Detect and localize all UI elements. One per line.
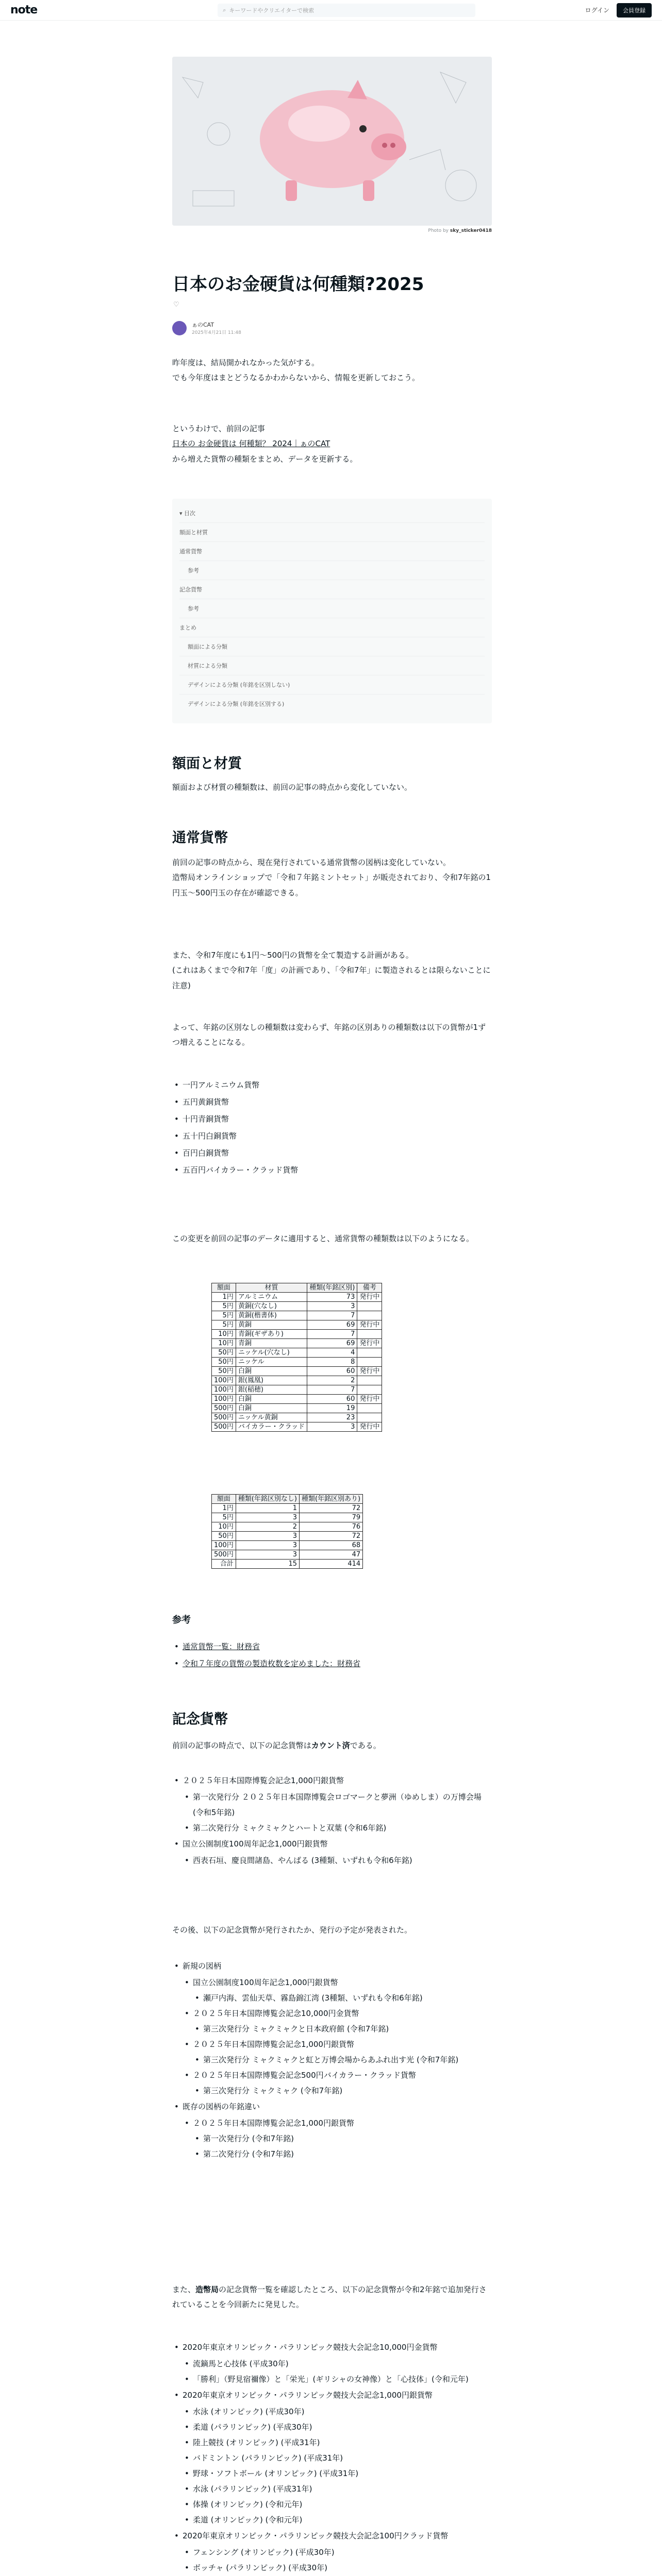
table-cell: 500円: [212, 1550, 236, 1560]
table-cell: 50円: [212, 1367, 236, 1376]
post-date: 2025年4月21日 11:48: [192, 330, 241, 335]
table-header: 種類(年銘区別なし): [236, 1495, 299, 1504]
section-text: 前回の記事の時点で、以下の記念貨幣はカウント済である。: [172, 1741, 381, 1750]
list-item: • 第一次発行分 ２０２５年日本国際博覧会ロゴマークと夢洲（ゆめしま）の万博会場 (令和5年銘): [183, 1789, 492, 1820]
table-cell: 68: [299, 1541, 362, 1550]
table-cell: [357, 1348, 382, 1358]
piggy-bank-illustration: [172, 57, 492, 226]
list-item: • 2020年東京オリンピック・パラリンピック競技大会記念1,000円銀貨幣 • 水泳 (オリンピック) (平成30年) • 柔道 (パラリンピック) (平成30年) • 陸上競技 (オリンピック) (平成31年) • バドミントン (パラリンピック) (平成31年) • 野球・ソフトボール (オリンピック) (平成31年) • 水泳 (パラリンピック) (平成31年) • 体操 (オリンピック) (令和元年) • 柔道 (オリンピック) (令和元年): [172, 2387, 492, 2528]
table-cell: 発行中: [357, 1367, 382, 1376]
table-cell: 黄銅(穴なし): [236, 1302, 307, 1311]
toc-item[interactable]: 材質による分類: [179, 656, 485, 675]
list-item: • 「勝利」（野見宿禰像）と「栄光」(ギリシャの女神像）と「心技体」(令和元年): [183, 2371, 492, 2387]
table-cell: 発行中: [357, 1320, 382, 1330]
table-row: [212, 1348, 382, 1358]
list-item: • 国立公園制度100周年記念1,000円銀貨幣 • 瀬戸内海、雲仙天草、霧島錦江湾 (3種類、いずれも令和6年銘): [183, 1975, 492, 2006]
new-commemorative-list: [172, 1958, 492, 2162]
table-cell: [357, 1385, 382, 1395]
table-cell: 500円: [212, 1413, 236, 1422]
table-cell: 3: [236, 1513, 299, 1522]
coin-list: [172, 1077, 492, 1179]
table-cell: 60: [307, 1395, 357, 1404]
list-item: • 2020年東京オリンピック・パラリンピック競技大会記念10,000円金貨幣 • 流鏑馬と心技体 (平成30年) • 「勝利」（野見宿禰像）と「栄光」(ギリシャの女神像）と「心技体」(令和元年): [172, 2339, 492, 2387]
list-item: • 五十円白銅貨幣: [172, 1128, 492, 1145]
table-cell: 白銅: [236, 1367, 307, 1376]
table-cell: 50円: [212, 1532, 236, 1541]
table-cell: 100円: [212, 1385, 236, 1395]
author-name[interactable]: ぁのCAT: [192, 321, 214, 328]
table-row: [212, 1395, 382, 1404]
reference-link[interactable]: 通常貨幣一覧：財務省: [183, 1642, 260, 1651]
table-cell: 100円: [212, 1395, 236, 1404]
table-header: 種類(年銘区別あり): [299, 1495, 362, 1504]
list-item: • 新規の図柄 • 国立公園制度100周年記念1,000円銀貨幣 • 瀬戸内海、雲仙天草、霧島錦江湾 (3種類、いずれも令和6年銘) • ２０２５年日本国際博覧会記念10,000円金貨幣 • 第三次発行分 ミャクミャクと日本政府館 (令和7年銘) • ２０２５年日本国際博覧会記念1,000円銀貨幣 • 第三次発行分 ミャクミャクと虹と万博会場からあふれ出す光 (令和7年銘) • ２０２５年日本国際博覧会記念500円バイカラー・クラッド貨幣 • 第三次発行分 ミャクミャク (令和7年銘): [172, 1958, 492, 2098]
table-cell: 69: [307, 1339, 357, 1348]
reference-links: [172, 1638, 492, 1672]
table-cell: 5円: [212, 1320, 236, 1330]
list-item: • 第二次発行分 (令和7年銘): [193, 2146, 492, 2162]
table-row: [212, 1330, 382, 1339]
article-title: 日本のお金硬貨は何種類?2025: [172, 274, 424, 295]
table-of-contents: [172, 499, 492, 723]
toc-heading[interactable]: ▾ 目次: [179, 504, 485, 523]
table-row: [212, 1385, 382, 1395]
table-cell: 3: [236, 1550, 299, 1560]
section-text: 額面および材質の種類数は、前回の記事の時点から変化していない。: [172, 783, 412, 792]
list-item: • ボッチャ (パラリンピック) (平成30年): [183, 2560, 492, 2575]
photo-credit-name[interactable]: sky_sticker0418: [450, 228, 492, 233]
table-cell: 50円: [212, 1358, 236, 1367]
table-cell: 50円: [212, 1348, 236, 1358]
table-cell: 7: [307, 1311, 357, 1320]
list-item: • フェンシング (オリンピック) (平成30年): [183, 2545, 492, 2560]
table-cell: 10円: [212, 1330, 236, 1339]
table-cell: 47: [299, 1550, 362, 1560]
section-text: また、造幣局の記念貨幣一覧を確認したところ、以下の記念貨幣が令和2年銘で追加発行されていることを今回新たに発見した。: [172, 2285, 487, 2310]
list-item: • 既存の図柄の年銘違い • ２０２５年日本国際博覧会記念1,000円銀貨幣 • 第一次発行分 (令和7年銘) • 第二次発行分 (令和7年銘): [172, 2098, 492, 2162]
list-item: • 水泳 (オリンピック) (平成30年): [183, 2404, 492, 2419]
list-item: • 五円黄銅貨幣: [172, 1094, 492, 1111]
table-cell: 銀(稲穂): [236, 1385, 307, 1395]
table-cell: 4: [307, 1348, 357, 1358]
table-cell: [357, 1358, 382, 1367]
table-cell: バイカラー・クラッド: [236, 1422, 307, 1432]
toc-item[interactable]: 額面による分類: [179, 637, 485, 656]
table-header: 種類(年銘区別): [307, 1283, 357, 1293]
table-cell: 2: [236, 1522, 299, 1532]
table-cell: 72: [299, 1532, 362, 1541]
toc-item[interactable]: 参考: [179, 599, 485, 618]
table-cell: 100円: [212, 1541, 236, 1550]
list-item: • ２０２５年日本国際博覧会記念500円バイカラー・クラッド貨幣 • 第三次発行分 ミャクミャク (令和7年銘): [183, 2067, 492, 2098]
table-cell: 23: [307, 1413, 357, 1422]
table-cell: 72: [299, 1504, 362, 1513]
additional-commemorative-list: [172, 2339, 492, 2576]
table-cell: 3: [236, 1532, 299, 1541]
table-cell: 黄銅(楷書体): [236, 1311, 307, 1320]
section-text: その後、以下の記念貨幣が発行されたか、発行の予定が発表された。: [172, 1925, 412, 1935]
list-item: • 五百円バイカラー・クラッド貨幣: [172, 1162, 492, 1179]
table-cell: 白銅: [236, 1395, 307, 1404]
table-cell: 合計: [212, 1560, 236, 1569]
regular-coin-table: [211, 1283, 382, 1432]
table-cell: 発行中: [357, 1422, 382, 1432]
list-item: • 第三次発行分 ミャクミャクと日本政府館 (令和7年銘): [193, 2021, 492, 2037]
title-like-icon[interactable]: ♡: [173, 301, 179, 309]
list-item: • ２０２５年日本国際博覧会記念1,000円銀貨幣 • 第一次発行分 ２０２５年日本国際博覧会ロゴマークと夢洲（ゆめしま）の万博会場 (令和5年銘) • 第二次発行分 ミャクミャクとハートと双葉 (令和6年銘): [172, 1772, 492, 1836]
table-cell: 白銅: [236, 1404, 307, 1413]
table-cell: 76: [299, 1522, 362, 1532]
regular-coin-summary-table: [211, 1494, 363, 1569]
table-row: [212, 1560, 363, 1569]
photo-credit: Photo by sky_sticker0418: [428, 228, 492, 233]
table-cell: 3: [236, 1541, 299, 1550]
search-placeholder: キーワードやクリエイターで検索: [229, 7, 315, 14]
table-cell: ニッケル: [236, 1358, 307, 1367]
toc-item[interactable]: 額面と材質: [179, 523, 485, 542]
search-input[interactable]: [218, 4, 475, 17]
section-heading-material: 額面と材質: [172, 756, 242, 772]
section-text: よって、年銘の区別なしの種類数は変わらず、年銘の区別ありの種類数は以下の貨幣が1ずつ増えることになる。: [172, 1023, 486, 1047]
hero-image: [172, 57, 492, 226]
table-row: [212, 1293, 382, 1302]
list-item: • 野球・ソフトボール (オリンピック) (平成31年): [183, 2466, 492, 2481]
section-heading-commemorative: 記念貨幣: [172, 1711, 228, 1727]
author-block[interactable]: [172, 320, 241, 335]
table-row: [212, 1541, 363, 1550]
list-item: • 流鏑馬と心技体 (平成30年): [183, 2356, 492, 2371]
toc-item[interactable]: デザインによる分類 (年銘を区別しない): [179, 675, 485, 694]
list-item: • ２０２５年日本国際博覧会記念10,000円金貨幣 • 第三次発行分 ミャクミャクと日本政府館 (令和7年銘): [183, 2006, 492, 2037]
list-item: • 体操 (オリンピック) (令和元年): [183, 2497, 492, 2512]
list-item: • 第二次発行分 ミャクミャクとハートと双葉 (令和6年銘): [183, 1820, 492, 1836]
table-cell: 8: [307, 1358, 357, 1367]
signup-button[interactable]: 会員登録: [617, 3, 652, 18]
table-cell: 7: [307, 1385, 357, 1395]
table-header: 額面: [212, 1495, 236, 1504]
table-row: [212, 1339, 382, 1348]
list-item: • 2020年東京オリンピック・パラリンピック競技大会記念100円クラッド貨幣 • フェンシング (オリンピック) (平成30年) • ボッチャ (パラリンピック) (平成30年) •: [172, 2528, 492, 2576]
table-cell: 69: [307, 1320, 357, 1330]
table-cell: 414: [299, 1560, 362, 1569]
table-cell: 青銅(ギザあり): [236, 1330, 307, 1339]
table-cell: ニッケル(穴なし): [236, 1348, 307, 1358]
table-cell: [357, 1413, 382, 1422]
list-item: • 国立公園制度100周年記念1,000円銀貨幣 • 西表石垣、慶良間諸島、やんばる (3種類、いずれも令和6年銘): [172, 1836, 492, 1868]
toc-item[interactable]: まとめ: [179, 618, 485, 637]
table-row: [212, 1311, 382, 1320]
table-row: [212, 1422, 382, 1432]
table-cell: 3: [307, 1302, 357, 1311]
list-item: • 水泳 (パラリンピック) (平成31年): [183, 2481, 492, 2497]
table-cell: 5円: [212, 1311, 236, 1320]
table-row: [212, 1302, 382, 1311]
table-cell: 79: [299, 1513, 362, 1522]
list-item: • 第三次発行分 ミャクミャク (令和7年銘): [193, 2083, 492, 2098]
table-cell: 500円: [212, 1404, 236, 1413]
toc-item[interactable]: デザインによる分類 (年銘を区別する): [188, 701, 285, 707]
table-cell: 銀(鳳凰): [236, 1376, 307, 1385]
table-cell: 7: [307, 1330, 357, 1339]
list-item: • 第一次発行分 (令和7年銘): [193, 2131, 492, 2146]
table-row: [212, 1358, 382, 1367]
table-cell: 15: [236, 1560, 299, 1569]
table-cell: 10円: [212, 1522, 236, 1532]
table-cell: 3: [307, 1422, 357, 1432]
table-row: [212, 1376, 382, 1385]
table-cell: 1: [236, 1504, 299, 1513]
table-row: [212, 1367, 382, 1376]
table-cell: [357, 1330, 382, 1339]
table-cell: 60: [307, 1367, 357, 1376]
list-item: • ２０２５年日本国際博覧会記念1,000円銀貨幣 • 第一次発行分 (令和7年銘) • 第二次発行分 (令和7年銘): [183, 2115, 492, 2162]
list-item: • 西表石垣、慶良間諸島、やんばる (3種類、いずれも令和6年銘): [183, 1853, 492, 1868]
table-row: [212, 1550, 363, 1560]
table-row: [212, 1522, 363, 1532]
list-item: • 柔道 (パラリンピック) (平成30年): [183, 2419, 492, 2435]
toc-item[interactable]: 通常貨幣: [179, 542, 485, 561]
toc-item[interactable]: 参考: [179, 561, 485, 580]
table-cell: 10円: [212, 1339, 236, 1348]
section-text: また、令和7年度にも1円〜500円の貨幣を全て製造する計画がある。 (これはあくまで令和7年「度」の計画であり、「令和7年」に製造されるとは限らないことに注意): [172, 951, 491, 990]
section-text: この変更を前回の記事のデータに適用すると、通常貨幣の種類数は以下のようになる。: [172, 1234, 474, 1243]
table-row: [212, 1504, 363, 1513]
list-item: • 陸上競技 (オリンピック) (平成31年): [183, 2435, 492, 2450]
table-cell: 発行中: [357, 1339, 382, 1348]
table-cell: 5円: [212, 1302, 236, 1311]
reference-heading: 参考: [172, 1615, 191, 1625]
table-header: 材質: [236, 1283, 307, 1293]
prev-article-text: というわけで、前回の記事 日本の お金硬貨は 何種類？ 2024｜ぁのCAT から増えた貨幣の種類をまとめ、データを更新する。: [172, 424, 358, 464]
table-cell: 100円: [212, 1376, 236, 1385]
table-cell: [357, 1404, 382, 1413]
avatar[interactable]: [172, 321, 187, 335]
table-cell: [357, 1376, 382, 1385]
site-header: [0, 0, 662, 21]
list-item: • 十円青銅貨幣: [172, 1111, 492, 1128]
toc-item[interactable]: 記念貨幣: [179, 580, 485, 599]
list-item: • 瀬戸内海、雲仙天草、霧島錦江湾 (3種類、いずれも令和6年銘): [193, 1990, 492, 2006]
table-cell: 1円: [212, 1504, 236, 1513]
table-cell: 1円: [212, 1293, 236, 1302]
table-row: [212, 1413, 382, 1422]
section-heading-regular-coins: 通常貨幣: [172, 830, 228, 846]
reference-link[interactable]: 令和７年度の貨幣の製造枚数を定めました：財務省: [183, 1659, 361, 1668]
list-item: • バドミントン (パラリンピック) (平成31年): [183, 2450, 492, 2466]
table-cell: 2: [307, 1376, 357, 1385]
list-item: • 一円アルミニウム貨幣: [172, 1077, 492, 1094]
list-item: • 第三次発行分 ミャクミャクと虹と万博会場からあふれ出す光 (令和7年銘): [193, 2052, 492, 2067]
table-cell: 発行中: [357, 1293, 382, 1302]
intro-text: 昨年度は、結局開かれなかった気がする。 でも今年度はまとどうなるかわからないから、情報を更新しておこう。: [172, 358, 420, 383]
table-cell: 黄銅: [236, 1320, 307, 1330]
table-cell: [357, 1302, 382, 1311]
note-logo[interactable]: note: [10, 4, 38, 16]
list-item: • 百円白銅貨幣: [172, 1145, 492, 1162]
counted-commemorative-list: [172, 1772, 492, 1868]
table-cell: 500円: [212, 1422, 236, 1432]
table-row: [212, 1513, 363, 1522]
table-header: 備考: [357, 1283, 382, 1293]
prev-article-link[interactable]: 日本の お金硬貨は 何種類？ 2024｜ぁのCAT: [172, 439, 330, 449]
table-cell: 73: [307, 1293, 357, 1302]
table-row: [212, 1532, 363, 1541]
table-cell: 5円: [212, 1513, 236, 1522]
section-text: 前回の記事の時点から、現在発行されている通常貨幣の図柄は変化していない。 造幣局オンラインショップで「令和７年銘ミントセット」が販売されており、令和7年銘の1円玉〜500円玉の存在が確認できる。: [172, 858, 491, 897]
table-header: 額面: [212, 1283, 236, 1293]
list-item: • 柔道 (オリンピック) (令和元年): [183, 2512, 492, 2528]
table-row: [212, 1320, 382, 1330]
search-icon: ⌕: [223, 6, 226, 13]
table-row: [212, 1404, 382, 1413]
list-item: • ２０２５年日本国際博覧会記念1,000円銀貨幣 • 第三次発行分 ミャクミャクと虹と万博会場からあふれ出す光 (令和7年銘): [183, 2037, 492, 2067]
table-cell: アルミニウム: [236, 1293, 307, 1302]
table-cell: 青銅: [236, 1339, 307, 1348]
login-link[interactable]: ログイン: [585, 7, 609, 14]
table-cell: 19: [307, 1404, 357, 1413]
table-cell: 発行中: [357, 1395, 382, 1404]
table-cell: ニッケル黄銅: [236, 1413, 307, 1422]
table-cell: [357, 1311, 382, 1320]
